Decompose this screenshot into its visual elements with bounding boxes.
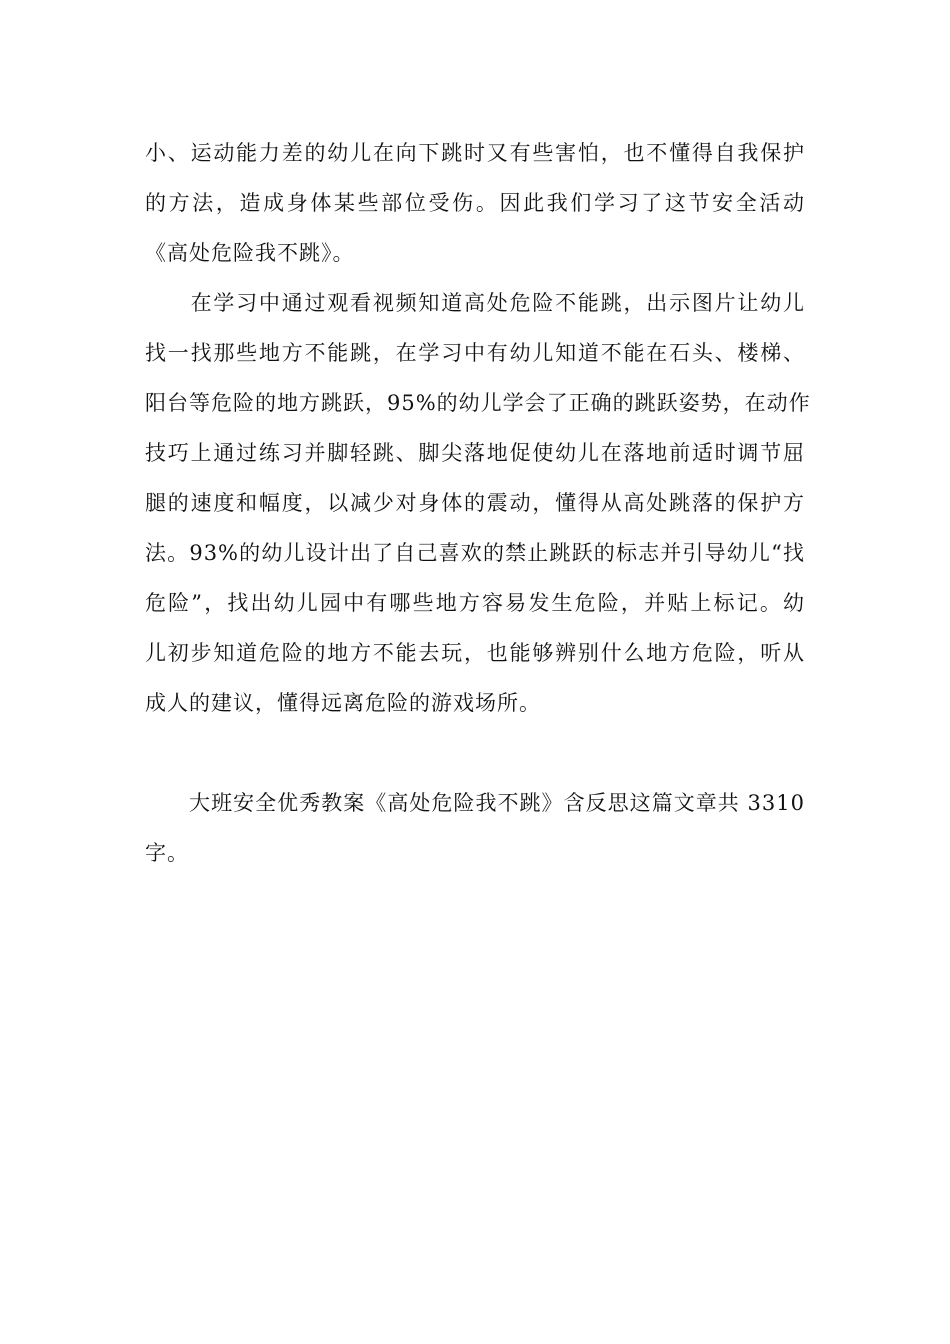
text-line: 阳台等危险的地方跳跃，95%的幼儿学会了正确的跳跃姿势，在动作 — [145, 391, 811, 415]
text-line: 法。93%的幼儿设计出了自己喜欢的禁止跳跃的标志并引导幼儿“找 — [145, 541, 805, 565]
text-line: 在学习中通过观看视频知道高处危险不能跳，出示图片让幼儿 — [145, 291, 805, 315]
text-line: 找一找那些地方不能跳，在学习中有幼儿知道不能在石头、楼梯、 — [145, 341, 805, 365]
text-line: 儿初步知道危险的地方不能去玩，也能够辨别什么地方危险，听从 — [145, 641, 805, 665]
text-line: 小、运动能力差的幼儿在向下跳时又有些害怕，也不懂得自我保护 — [145, 141, 805, 165]
paragraph-reflection — [145, 278, 811, 728]
paragraph-intro — [145, 128, 805, 278]
text-line: 危险”，找出幼儿园中有哪些地方容易发生危险，并贴上标记。幼 — [145, 591, 805, 615]
text-line: 腿的速度和幅度，以减少对身体的震动，懂得从高处跳落的保护方 — [145, 491, 805, 515]
text-line: 成人的建议，懂得远离危险的游戏场所。 — [145, 691, 541, 715]
text-line: 字。 — [145, 841, 189, 865]
text-line: 的方法，造成身体某些部位受伤。因此我们学习了这节安全活动 — [145, 191, 805, 215]
text-line: 《高处危险我不跳》。 — [145, 241, 355, 265]
text-line: 技巧上通过练习并脚轻跳、脚尖落地促使幼儿在落地前适时调节屈 — [145, 441, 805, 465]
text-line: 大班安全优秀教案《高处危险我不跳》含反思这篇文章共 3310 — [145, 791, 805, 815]
paragraph-article-info — [145, 778, 805, 878]
